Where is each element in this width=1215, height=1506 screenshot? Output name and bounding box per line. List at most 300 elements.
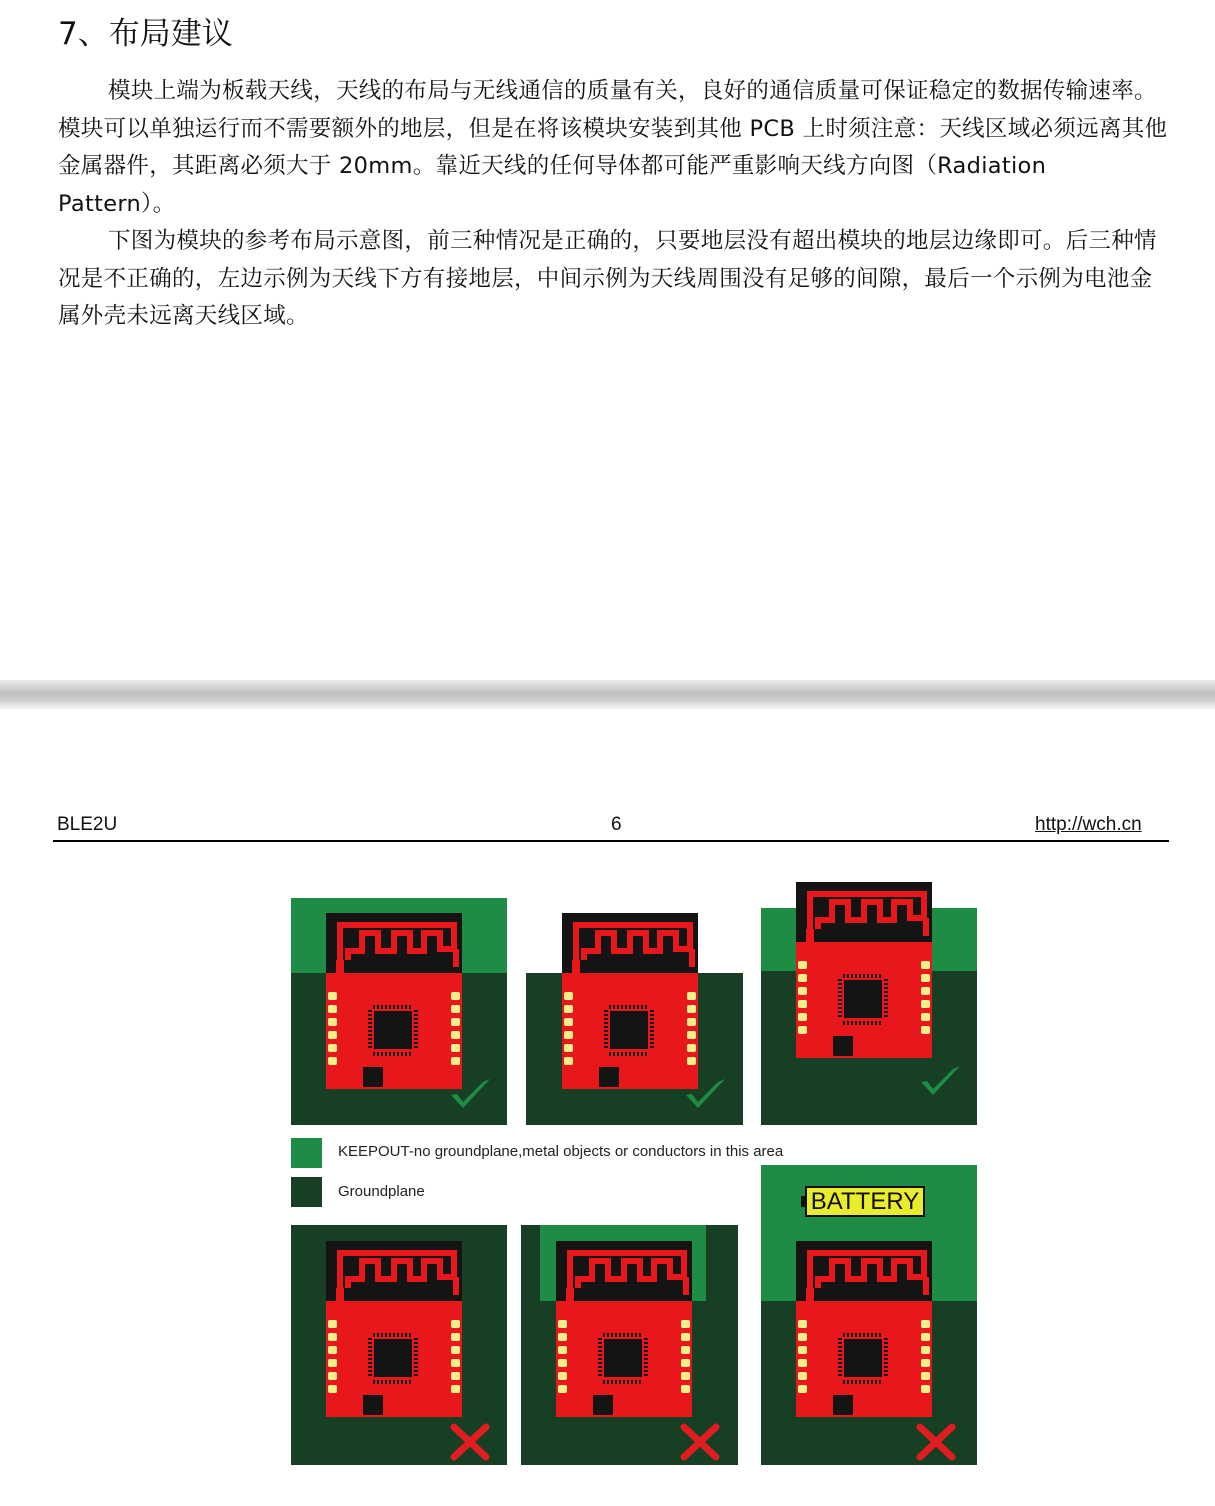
chip-pin bbox=[838, 1370, 842, 1372]
chip-pin bbox=[598, 1346, 602, 1348]
chip-pin bbox=[855, 1021, 857, 1025]
chip-pin bbox=[838, 987, 842, 989]
chip-pin bbox=[871, 1021, 873, 1025]
chip-pin bbox=[368, 1046, 372, 1048]
castellated-pad bbox=[564, 1044, 573, 1052]
chip-pin bbox=[838, 1366, 842, 1368]
legend-groundplane-swatch bbox=[291, 1177, 322, 1207]
chip-pin bbox=[611, 1380, 613, 1384]
castellated-pad bbox=[451, 1005, 460, 1013]
chip-pin bbox=[838, 1007, 842, 1009]
chip-pin bbox=[598, 1366, 602, 1368]
chip-pin bbox=[641, 1005, 643, 1009]
chip-pin bbox=[414, 1370, 418, 1372]
chip-pin bbox=[863, 1021, 865, 1025]
castellated-pad bbox=[451, 1044, 460, 1052]
chip-pin bbox=[855, 1333, 857, 1337]
chip-pin bbox=[884, 1342, 888, 1344]
chip-pin bbox=[615, 1380, 617, 1384]
castellated-pad bbox=[921, 987, 930, 995]
chip-pin bbox=[637, 1052, 639, 1056]
chip-pin bbox=[393, 1380, 395, 1384]
castellated-pad bbox=[681, 1385, 690, 1393]
castellated-pad bbox=[798, 961, 807, 969]
chip-pin bbox=[401, 1005, 403, 1009]
chip-pin bbox=[377, 1005, 379, 1009]
chip-pin bbox=[863, 974, 865, 978]
castellated-pad bbox=[328, 1005, 337, 1013]
chip-pin bbox=[368, 1022, 372, 1024]
castellated-pad bbox=[451, 1359, 460, 1367]
legend-groundplane-label: Groundplane bbox=[338, 1183, 425, 1200]
layout-example-2 bbox=[526, 913, 743, 1125]
chip-pin bbox=[650, 1026, 654, 1028]
chip-pin bbox=[838, 1342, 842, 1344]
antenna-tail bbox=[453, 949, 459, 967]
castellated-pad bbox=[558, 1385, 567, 1393]
chip-pin bbox=[368, 1354, 372, 1356]
chip-pin bbox=[884, 983, 888, 985]
chip-pin bbox=[598, 1370, 602, 1372]
chip-pin bbox=[838, 979, 842, 981]
castellated-pad bbox=[687, 1031, 696, 1039]
chip-pin bbox=[645, 1005, 647, 1009]
chip-pin bbox=[368, 1010, 372, 1012]
chip-pin bbox=[401, 1052, 403, 1056]
castellated-pad bbox=[681, 1372, 690, 1380]
chip-ic bbox=[374, 1339, 412, 1377]
chip-pin bbox=[631, 1333, 633, 1337]
castellated-pad bbox=[798, 1000, 807, 1008]
chip-pin bbox=[847, 1021, 849, 1025]
small-component bbox=[599, 1067, 619, 1087]
chip-pin bbox=[607, 1380, 609, 1384]
chip-pin bbox=[650, 1014, 654, 1016]
chip-pin bbox=[650, 1018, 654, 1020]
header-doc-name: BLE2U bbox=[57, 814, 118, 835]
chip-pin bbox=[838, 1374, 842, 1376]
castellated-pad bbox=[328, 1057, 337, 1065]
chip-ic bbox=[844, 980, 882, 1018]
chip-pin bbox=[373, 1333, 375, 1337]
chip-pin bbox=[859, 1333, 861, 1337]
small-component bbox=[363, 1067, 383, 1087]
chip-pin bbox=[368, 1346, 372, 1348]
chip-pin bbox=[623, 1333, 625, 1337]
chip-pin bbox=[847, 1380, 849, 1384]
chip-pin bbox=[368, 1350, 372, 1352]
legend-keepout-label: KEEPOUT-no groundplane,metal objects or conductors in this area bbox=[338, 1143, 784, 1160]
chip-pin bbox=[863, 1380, 865, 1384]
castellated-pad bbox=[564, 1057, 573, 1065]
castellated-pad bbox=[328, 1320, 337, 1328]
chip-pin bbox=[838, 1003, 842, 1005]
chip-pin bbox=[397, 1005, 399, 1009]
chip-pin bbox=[635, 1333, 637, 1337]
chip-pin bbox=[397, 1333, 399, 1337]
chip-pin bbox=[855, 1380, 857, 1384]
castellated-pad bbox=[798, 987, 807, 995]
chip-pin bbox=[843, 1333, 845, 1337]
section-title: 7、布局建议 bbox=[58, 16, 233, 52]
castellated-pad bbox=[681, 1346, 690, 1354]
chip-pin bbox=[414, 1358, 418, 1360]
chip-pin bbox=[884, 1362, 888, 1364]
chip-pin bbox=[639, 1380, 641, 1384]
castellated-pad bbox=[798, 1333, 807, 1341]
chip-pin bbox=[838, 999, 842, 1001]
chip-pin bbox=[604, 1026, 608, 1028]
castellated-pad bbox=[558, 1372, 567, 1380]
chip-pin bbox=[867, 1021, 869, 1025]
layout-example-3 bbox=[761, 882, 977, 1125]
castellated-pad bbox=[451, 992, 460, 1000]
chip-pin bbox=[604, 1034, 608, 1036]
chip-pin bbox=[851, 1333, 853, 1337]
chip-pin bbox=[623, 1380, 625, 1384]
chip-pin bbox=[414, 1034, 418, 1036]
chip-pin bbox=[611, 1333, 613, 1337]
antenna-feed bbox=[806, 1288, 814, 1301]
chip-pin bbox=[598, 1354, 602, 1356]
chip-ic bbox=[374, 1011, 412, 1049]
chip-pin bbox=[381, 1380, 383, 1384]
chip-pin bbox=[884, 1007, 888, 1009]
chip-pin bbox=[633, 1005, 635, 1009]
castellated-pad bbox=[564, 1031, 573, 1039]
chip-pin bbox=[405, 1333, 407, 1337]
castellated-pad bbox=[328, 1031, 337, 1039]
chip-pin bbox=[414, 1362, 418, 1364]
chip-pin bbox=[645, 1052, 647, 1056]
chip-pin bbox=[644, 1366, 648, 1368]
chip-pin bbox=[838, 995, 842, 997]
castellated-pad bbox=[328, 1359, 337, 1367]
castellated-pad bbox=[328, 992, 337, 1000]
chip-pin bbox=[389, 1333, 391, 1337]
chip-pin bbox=[650, 1010, 654, 1012]
chip-pin bbox=[381, 1052, 383, 1056]
chip-pin bbox=[368, 1038, 372, 1040]
chip-pin bbox=[867, 1380, 869, 1384]
chip-pin bbox=[373, 1380, 375, 1384]
chip-pin bbox=[414, 1342, 418, 1344]
chip-pin bbox=[650, 1046, 654, 1048]
chip-pin bbox=[598, 1342, 602, 1344]
chip-pin bbox=[368, 1042, 372, 1044]
chip-pin bbox=[414, 1010, 418, 1012]
chip-pin bbox=[368, 1362, 372, 1364]
chip-pin bbox=[843, 974, 845, 978]
chip-pin bbox=[851, 974, 853, 978]
castellated-pad bbox=[687, 1005, 696, 1013]
antenna-feed bbox=[336, 960, 344, 973]
castellated-pad bbox=[558, 1320, 567, 1328]
chip-pin bbox=[644, 1342, 648, 1344]
chip-pin bbox=[644, 1362, 648, 1364]
castellated-pad bbox=[687, 1018, 696, 1026]
chip-pin bbox=[381, 1005, 383, 1009]
chip-pin bbox=[871, 1380, 873, 1384]
chip-pin bbox=[650, 1038, 654, 1040]
chip-pin bbox=[609, 1005, 611, 1009]
chip-pin bbox=[855, 974, 857, 978]
chip-pin bbox=[397, 1380, 399, 1384]
paragraph-text: 模块上端为板载天线，天线的布局与无线通信的质量有关，良好的通信质量可保证稳定的数据传输速率。模块可以单独运行而不需要额外的地层，但是在将该模块安装到其他 PCB 上时须注意：天线区域必须远离其他金属器件，其距离必须大于 20mm。靠近天线的任何导体都可能严重影响天线方向图（Radiation Pattern）。 bbox=[58, 78, 1168, 217]
castellated-pad bbox=[328, 1346, 337, 1354]
chip-pin bbox=[863, 1333, 865, 1337]
chip-pin bbox=[884, 1358, 888, 1360]
chip-pin bbox=[604, 1030, 608, 1032]
chip-pin bbox=[859, 1021, 861, 1025]
chip-pin bbox=[884, 1015, 888, 1017]
chip-pin bbox=[598, 1338, 602, 1340]
chip-pin bbox=[598, 1350, 602, 1352]
castellated-pad bbox=[921, 961, 930, 969]
castellated-pad bbox=[921, 1026, 930, 1034]
castellated-pad bbox=[564, 1005, 573, 1013]
chip-pin bbox=[377, 1333, 379, 1337]
castellated-pad bbox=[328, 1385, 337, 1393]
chip-pin bbox=[650, 1030, 654, 1032]
chip-pin bbox=[884, 991, 888, 993]
castellated-pad bbox=[328, 1044, 337, 1052]
battery-label: BATTERY bbox=[805, 1186, 925, 1217]
castellated-pad bbox=[681, 1333, 690, 1341]
antenna-tail bbox=[923, 918, 929, 936]
chip-pin bbox=[397, 1052, 399, 1056]
chip-pin bbox=[879, 974, 881, 978]
chip-pin bbox=[393, 1005, 395, 1009]
chip-pin bbox=[414, 1346, 418, 1348]
chip-pin bbox=[879, 1021, 881, 1025]
castellated-pad bbox=[921, 1333, 930, 1341]
castellated-pad bbox=[921, 1372, 930, 1380]
chip-pin bbox=[884, 999, 888, 1001]
chip-pin bbox=[414, 1366, 418, 1368]
chip-pin bbox=[414, 1014, 418, 1016]
paragraph-text: 下图为模块的参考布局示意图，前三种情况是正确的，只要地层没有超出模块的地层边缘即可。后三种情况是不正确的，左边示例为天线下方有接地层，中间示例为天线周围没有足够的间隙，最后一个示例为电池金属外壳未远离天线区域。 bbox=[58, 228, 1157, 329]
chip-ic bbox=[844, 1339, 882, 1377]
chip-pin bbox=[838, 1362, 842, 1364]
castellated-pad bbox=[558, 1333, 567, 1341]
castellated-pad bbox=[558, 1359, 567, 1367]
antenna-tail bbox=[683, 1277, 689, 1295]
castellated-pad bbox=[921, 1000, 930, 1008]
chip-pin bbox=[598, 1358, 602, 1360]
chip-pin bbox=[644, 1370, 648, 1372]
chip-pin bbox=[401, 1333, 403, 1337]
chip-pin bbox=[871, 974, 873, 978]
chip-pin bbox=[609, 1052, 611, 1056]
castellated-pad bbox=[451, 1333, 460, 1341]
chip-pin bbox=[414, 1042, 418, 1044]
chip-pin bbox=[875, 1021, 877, 1025]
chip-pin bbox=[884, 1011, 888, 1013]
antenna-feed bbox=[566, 1288, 574, 1301]
chip-ic bbox=[610, 1011, 648, 1049]
antenna-tail bbox=[923, 1277, 929, 1295]
chip-pin bbox=[603, 1333, 605, 1337]
castellated-pad bbox=[798, 1026, 807, 1034]
castellated-pad bbox=[451, 1018, 460, 1026]
castellated-pad bbox=[451, 1031, 460, 1039]
chip-pin bbox=[838, 1346, 842, 1348]
chip-pin bbox=[604, 1038, 608, 1040]
chip-pin bbox=[627, 1333, 629, 1337]
chip-pin bbox=[619, 1380, 621, 1384]
chip-pin bbox=[627, 1380, 629, 1384]
castellated-pad bbox=[921, 1346, 930, 1354]
chip-pin bbox=[859, 974, 861, 978]
chip-pin bbox=[650, 1022, 654, 1024]
castellated-pad bbox=[564, 1018, 573, 1026]
chip-pin bbox=[884, 995, 888, 997]
chip-pin bbox=[644, 1338, 648, 1340]
castellated-pad bbox=[451, 1346, 460, 1354]
chip-pin bbox=[615, 1333, 617, 1337]
small-component bbox=[363, 1395, 383, 1415]
castellated-pad bbox=[451, 1372, 460, 1380]
chip-pin bbox=[368, 1358, 372, 1360]
castellated-pad bbox=[451, 1057, 460, 1065]
chip-pin bbox=[368, 1338, 372, 1340]
layout-example-5 bbox=[521, 1225, 738, 1465]
castellated-pad bbox=[921, 1320, 930, 1328]
chip-pin bbox=[414, 1046, 418, 1048]
chip-pin bbox=[621, 1052, 623, 1056]
chip-pin bbox=[884, 1350, 888, 1352]
chip-pin bbox=[621, 1005, 623, 1009]
chip-pin bbox=[867, 974, 869, 978]
chip-pin bbox=[414, 1018, 418, 1020]
chip-pin bbox=[385, 1333, 387, 1337]
castellated-pad bbox=[558, 1346, 567, 1354]
castellated-pad bbox=[921, 1359, 930, 1367]
chip-pin bbox=[368, 1342, 372, 1344]
chip-pin bbox=[613, 1052, 615, 1056]
chip-pin bbox=[644, 1350, 648, 1352]
castellated-pad bbox=[328, 1333, 337, 1341]
chip-pin bbox=[644, 1358, 648, 1360]
chip-pin bbox=[604, 1010, 608, 1012]
chip-pin bbox=[368, 1366, 372, 1368]
chip-pin bbox=[604, 1022, 608, 1024]
chip-pin bbox=[875, 974, 877, 978]
chip-pin bbox=[644, 1354, 648, 1356]
chip-pin bbox=[884, 1338, 888, 1340]
chip-pin bbox=[838, 1011, 842, 1013]
chip-pin bbox=[381, 1333, 383, 1337]
chip-pin bbox=[859, 1380, 861, 1384]
antenna-feed bbox=[336, 1288, 344, 1301]
chip-pin bbox=[414, 1354, 418, 1356]
castellated-pad bbox=[921, 1013, 930, 1021]
chip-pin bbox=[838, 991, 842, 993]
chip-pin bbox=[619, 1333, 621, 1337]
chip-pin bbox=[884, 987, 888, 989]
chip-pin bbox=[604, 1042, 608, 1044]
chip-pin bbox=[385, 1005, 387, 1009]
chip-pin bbox=[405, 1005, 407, 1009]
chip-pin bbox=[851, 1021, 853, 1025]
castellated-pad bbox=[798, 1359, 807, 1367]
chip-pin bbox=[405, 1380, 407, 1384]
chip-pin bbox=[598, 1362, 602, 1364]
chip-pin bbox=[838, 1338, 842, 1340]
chip-pin bbox=[409, 1005, 411, 1009]
chip-pin bbox=[879, 1333, 881, 1337]
castellated-pad bbox=[451, 1320, 460, 1328]
chip-pin bbox=[851, 1380, 853, 1384]
chip-pin bbox=[871, 1333, 873, 1337]
chip-pin bbox=[385, 1052, 387, 1056]
small-component bbox=[833, 1395, 853, 1415]
layout-example-4 bbox=[291, 1225, 507, 1465]
chip-pin bbox=[635, 1380, 637, 1384]
chip-pin bbox=[598, 1374, 602, 1376]
chip-pin bbox=[641, 1052, 643, 1056]
chip-pin bbox=[838, 983, 842, 985]
chip-pin bbox=[847, 1333, 849, 1337]
chip-pin bbox=[637, 1005, 639, 1009]
chip-pin bbox=[867, 1333, 869, 1337]
chip-pin bbox=[884, 1374, 888, 1376]
chip-pin bbox=[368, 1026, 372, 1028]
castellated-pad bbox=[564, 992, 573, 1000]
chip-pin bbox=[389, 1005, 391, 1009]
chip-pin bbox=[633, 1052, 635, 1056]
chip-pin bbox=[847, 974, 849, 978]
chip-pin bbox=[373, 1005, 375, 1009]
antenna-tail bbox=[689, 949, 695, 967]
chip-pin bbox=[884, 979, 888, 981]
chip-pin bbox=[405, 1052, 407, 1056]
chip-pin bbox=[629, 1005, 631, 1009]
castellated-pad bbox=[687, 1044, 696, 1052]
castellated-pad bbox=[328, 1018, 337, 1026]
chip-pin bbox=[414, 1338, 418, 1340]
chip-pin bbox=[617, 1052, 619, 1056]
chip-pin bbox=[385, 1380, 387, 1384]
chip-pin bbox=[838, 1358, 842, 1360]
chip-pin bbox=[838, 1350, 842, 1352]
antenna-tail bbox=[453, 1277, 459, 1295]
chip-pin bbox=[377, 1380, 379, 1384]
chip-pin bbox=[884, 1346, 888, 1348]
chip-pin bbox=[843, 1021, 845, 1025]
chip-pin bbox=[884, 1366, 888, 1368]
chip-pin bbox=[884, 1354, 888, 1356]
chip-pin bbox=[613, 1005, 615, 1009]
antenna-feed bbox=[806, 929, 814, 942]
chip-pin bbox=[884, 1003, 888, 1005]
chip-pin bbox=[414, 1030, 418, 1032]
chip-pin bbox=[838, 1354, 842, 1356]
header-url-link[interactable]: http://wch.cn bbox=[1035, 814, 1142, 835]
chip-pin bbox=[884, 1370, 888, 1372]
chip-pin bbox=[604, 1018, 608, 1020]
chip-pin bbox=[377, 1052, 379, 1056]
chip-pin bbox=[879, 1380, 881, 1384]
layout-example-1 bbox=[291, 898, 507, 1125]
chip-pin bbox=[368, 1034, 372, 1036]
chip-pin bbox=[650, 1042, 654, 1044]
chip-pin bbox=[393, 1052, 395, 1056]
chip-pin bbox=[639, 1333, 641, 1337]
castellated-pad bbox=[328, 1372, 337, 1380]
chip-pin bbox=[409, 1052, 411, 1056]
